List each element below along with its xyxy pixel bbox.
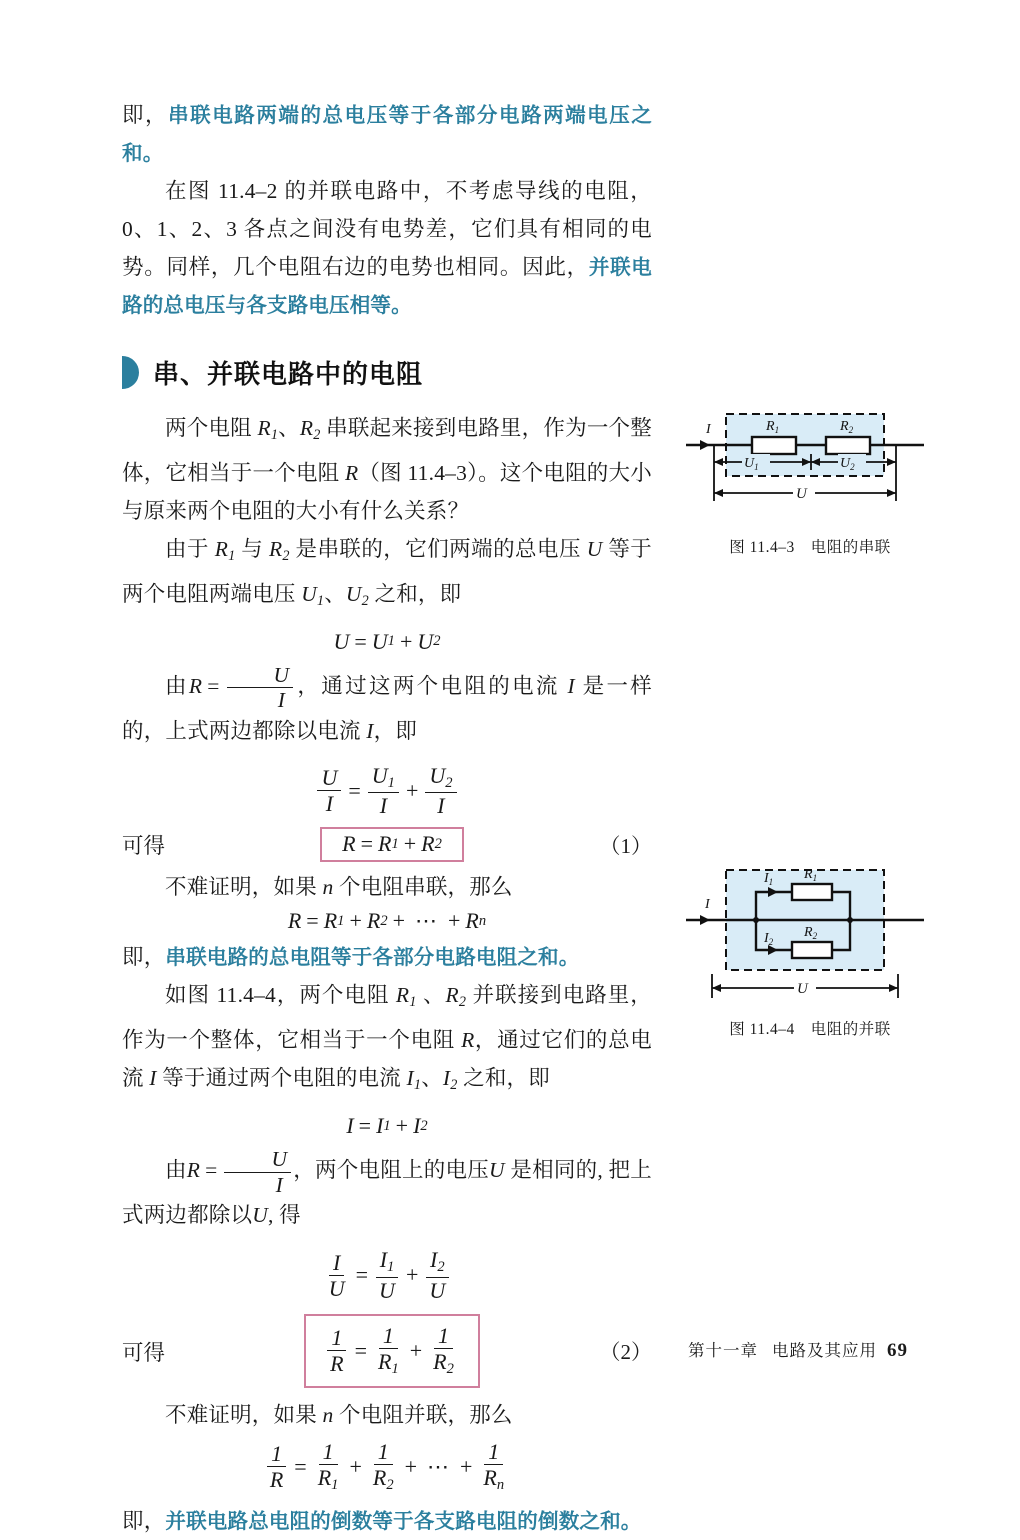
parallel-circuit-diagram [680, 856, 930, 1006]
subscript: 2 [282, 547, 290, 564]
subscript: 1 [228, 547, 236, 564]
equation-number-1: （1） [599, 833, 652, 858]
paragraph-parallel-intro [122, 976, 652, 1104]
subscript: 2 [313, 426, 321, 443]
label-R1: $R_1$ [766, 419, 780, 435]
sym: U [417, 628, 434, 654]
subscript: 2 [458, 994, 467, 1011]
symbol-n: n [322, 1403, 334, 1428]
equals-sign: = [207, 673, 220, 698]
text-fragment: 是串联的，它们两端的总电压 [289, 536, 587, 561]
equals-sign: = [205, 1158, 218, 1183]
equation-number-2: （2） [599, 1340, 652, 1365]
equation-series-n-sum: R = R 1 + R 2 + ⋯ + R n [287, 908, 487, 934]
result-lead-label: 可得 [122, 1340, 166, 1365]
text-fragment: 是相同的, 把上式两边都除以 [122, 1158, 652, 1228]
text-fragment: ，即 [373, 719, 418, 744]
text-fragment: 等于通过两个电阻的电流 [156, 1066, 407, 1091]
resistor-R1-body [752, 437, 796, 454]
figure-title: 电阻的并联 [810, 1021, 891, 1038]
paragraph-series-n-resistors [122, 868, 652, 906]
fraction-u-over-i: $\frac{U}{I}$ [224, 1148, 291, 1196]
text-fragment: 如图 11.4–4，两个电阻 [165, 983, 396, 1008]
boxed-equation-parallel-resistance: $\frac{1}{R}$ = $\frac{1}{R_1}$ + $\frac{1}{R_2}$ [304, 1314, 480, 1388]
text-fragment: 之和，即 [368, 581, 462, 606]
equation-row-series-result [122, 827, 652, 862]
symbol-r1: R [214, 536, 229, 561]
current-arrowhead [700, 915, 710, 925]
section-heading [122, 354, 652, 391]
figure-number: 图 11.4–3 [729, 539, 795, 556]
text-fragment: 由 [165, 1158, 187, 1183]
equation-parallel-n-sum: $\frac{1}{R}$ = $\frac{1}{R_1}$ + $\frac{1}{R_2}$ + ⋯ + $\frac{1}{R_n}$ [122, 1440, 652, 1493]
equation-series-divided: $\frac{U}{I}$ = $\frac{U_1}{I}$ + $\frac{U_2}{I}$ [122, 764, 652, 817]
main-text-column [122, 96, 652, 1540]
figure-caption-parallel [680, 1017, 940, 1039]
paragraph-body: 在图 11.4–2 的并联电路中，不考虑导线的电阻，0、1、2、3 各点之间没有电势差，它们具有相同的电势。同样，几个电阻右边的电势也相同。因此， [122, 179, 652, 279]
text-fragment: 个电阻并联，那么 [333, 1403, 513, 1428]
symbol-u: U [586, 536, 603, 561]
symbol-r: R [186, 1158, 201, 1183]
conclusion-highlight: 并联电路总电阻的倒数等于各支路电阻的倒数之和。 [165, 1508, 642, 1533]
paragraph-parallel-potential [122, 172, 652, 324]
symbol-i: I [149, 1066, 157, 1091]
label-I2: $I_2$ [764, 931, 774, 947]
symbol-i: I [366, 719, 374, 744]
symbol-r2: R [299, 416, 314, 440]
text-fragment: 、 [416, 983, 446, 1008]
text-fragment: 不难证明，如果 [165, 875, 323, 900]
subscript: 1 [270, 426, 279, 443]
symbol-r1: R [257, 416, 271, 440]
text-fragment: ，两个电阻上的电压 [293, 1158, 489, 1183]
page-number: 69 [887, 1340, 908, 1361]
text-fragment: 与 [235, 536, 270, 561]
text-fragment: 是一样的，上式两边都除以电流 [122, 673, 652, 744]
resistor-R2-body [826, 437, 870, 454]
footer-chapter: 第十一章 [688, 1341, 758, 1360]
figure-number: 图 11.4–4 [729, 1021, 795, 1038]
text-fragment: （图 11.4–3）。这个电阻的大小与原来两个电阻的大小有什么关系？ [122, 460, 652, 523]
symbol-r: R [188, 673, 203, 698]
conclusion-lead: 即， [122, 1508, 166, 1533]
dim-arrow [712, 984, 721, 992]
subscript: 1 [316, 592, 325, 609]
symbol-i1: I [406, 1066, 414, 1091]
symbol-n: n [322, 875, 334, 900]
symbol-r: R [461, 1028, 475, 1053]
text-fragment: ，通过这两个电阻的电流 [295, 673, 568, 698]
text-fragment: 串联起来接到电路里，作为一个整体，它相当于一个电阻 [122, 416, 652, 485]
label-U-total: U [797, 981, 808, 997]
label-U-total: U [796, 486, 807, 502]
conclusion-highlight: 串联电路的总电阻等于各部分电路电阻之和。 [165, 945, 580, 970]
page-footer [688, 1337, 908, 1362]
label-R2: $R_2$ [804, 925, 818, 941]
symbol-u: U [488, 1158, 505, 1183]
boxed-equation-series-resistance: R = R 1 + R 2 [320, 827, 464, 862]
symbol-u: U [252, 1203, 268, 1228]
figure-series-resistors [680, 404, 940, 557]
conclusion-lead: 即， [122, 103, 169, 127]
subscript: 2 [361, 592, 369, 609]
series-circuit-diagram [680, 404, 930, 524]
paragraph-parallel-n-resistors [122, 1396, 652, 1434]
symbol-r2: R [445, 983, 459, 1008]
dim-arrow [887, 489, 896, 497]
text-fragment: 由于 [165, 536, 215, 561]
equation-row-parallel-result [122, 1314, 652, 1388]
paragraph-series-voltage-conclusion [122, 96, 652, 172]
current-arrowhead [700, 440, 710, 450]
symbol-u1: U [301, 581, 317, 606]
text-fragment: 由 [165, 673, 189, 698]
dim-arrow [714, 489, 723, 497]
symbol-r2: R [269, 536, 283, 561]
text-fragment: , 得 [267, 1203, 301, 1228]
subscript: 1 [409, 994, 417, 1011]
dim-arrow [887, 458, 896, 466]
figure-parallel-resistors [680, 856, 940, 1039]
text-fragment: 、 [278, 416, 300, 440]
text-fragment: ，通过它们的总电流 [122, 1028, 652, 1091]
half-disc-bullet-icon [122, 356, 139, 389]
symbol-u2: U [345, 581, 362, 606]
conclusion-highlight: 串联电路两端的总电压等于各部分电路两端电压之和。 [122, 103, 652, 165]
label-R2: $R_2$ [840, 419, 854, 435]
symbol-i2: I [442, 1066, 451, 1091]
text-fragment: 之和，即 [457, 1066, 550, 1091]
subscript: 1 [413, 1077, 422, 1094]
dim-arrow [714, 458, 723, 466]
subscript: 2 [450, 1077, 458, 1094]
resistor-R1-body [792, 884, 832, 900]
label-R1: $R_1$ [804, 867, 818, 883]
figure-caption-series [680, 535, 940, 557]
section-heading-title: 串、并联电路中的电阻 [153, 360, 424, 390]
text-fragment: 等于两个电阻两端电压 [122, 536, 652, 606]
symbol-r1: R [395, 983, 410, 1008]
label-U1: $U_1$ [744, 456, 759, 472]
label-I1: $I_1$ [764, 871, 774, 887]
figure-title: 电阻的串联 [810, 539, 891, 556]
text-fragment: 个电阻串联，那么 [333, 875, 513, 900]
text-fragment: 并联接到电路里，作为一个整体，它相当于一个电阻 [122, 983, 653, 1053]
sym: U [371, 628, 388, 654]
resistor-R2-body [792, 942, 832, 958]
text-fragment: 不难证明，如果 [165, 1403, 323, 1428]
symbol-i: I [567, 673, 575, 698]
result-lead-label: 可得 [122, 834, 166, 859]
equation-parallel-divided: $\frac{I}{U}$ = $\frac{I_1}{U}$ + $\frac{I_2}{U}$ [122, 1248, 652, 1301]
paragraph-parallel-conclusion [122, 1502, 652, 1540]
paragraph-series-voltage [122, 530, 652, 620]
paragraph-series-conclusion [122, 938, 652, 976]
label-current-I: I [705, 897, 710, 912]
text-fragment: 、 [324, 581, 346, 606]
equation-series-voltage-sum: U = U 1 + U 2 [333, 628, 441, 654]
equation-parallel-current-sum: I = I 1 + I 2 [346, 1113, 428, 1139]
text-fragment: 、 [421, 1066, 443, 1091]
paragraph-series-divide [122, 664, 652, 750]
conclusion-lead: 即， [122, 945, 166, 970]
paragraph-series-intro [122, 409, 652, 530]
text-fragment: 两个电阻 [165, 416, 258, 440]
paragraph-highlight: 并联电路的总电压与各支路电压相等。 [122, 255, 653, 317]
footer-title: 电路及其应用 [772, 1341, 877, 1360]
dim-arrow [889, 984, 898, 992]
label-current-I: I [706, 422, 711, 437]
fraction-u-over-i: $\frac{U}{I}$ [227, 664, 294, 712]
label-U2: $U_2$ [840, 456, 855, 472]
symbol-r: R [345, 460, 359, 485]
paragraph-parallel-divide [122, 1148, 652, 1234]
sym: U [333, 628, 350, 654]
